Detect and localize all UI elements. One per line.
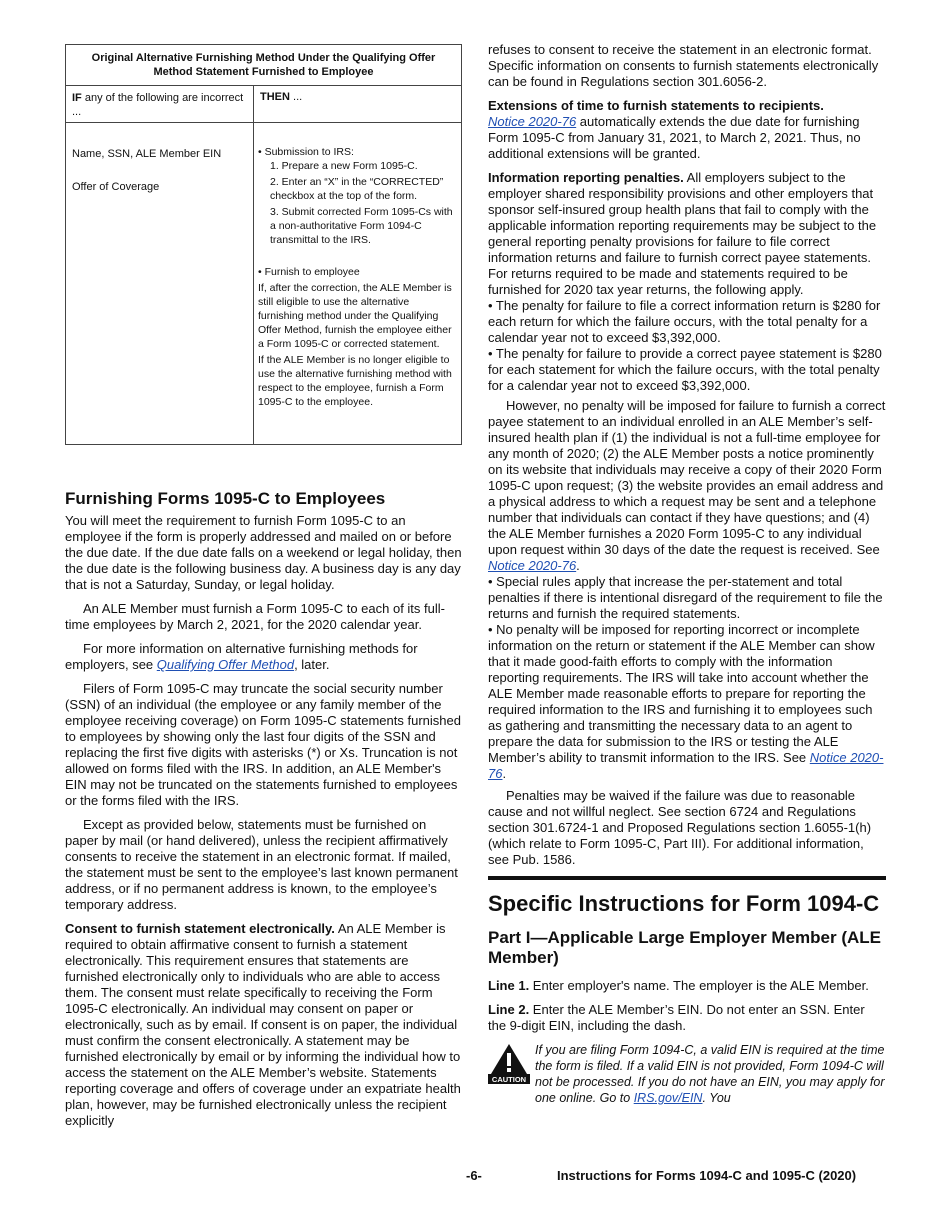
run-in-heading: Consent to furnish statement electronically. <box>65 921 335 936</box>
caution-label: CAUTION <box>491 1075 527 1084</box>
run-in-heading: Information reporting penalties. <box>488 170 684 185</box>
paragraph: An ALE Member must furnish a Form 1095-C to each of its full-time employees by March 2, 2021, for the 2020 calendar year. <box>65 601 445 632</box>
notice-2020-76-link[interactable]: Notice 2020-76 <box>488 558 577 573</box>
paragraph: Extensions of time to furnish statements to recipients. Notice 2020-76 automatically extends the due date for furnishing Form 1095-C from January 31, 2021, to March 2, 2021. Thus, no additional extensions will be granted. <box>488 98 861 161</box>
table-header-row <box>66 86 461 123</box>
submission-step: 1. Prepare a new Form 1095-C. <box>270 160 418 172</box>
table-title: Original Alternative Furnishing Method Under the Qualifying Offer Method Statement Furnished to Employee <box>66 45 461 86</box>
caution-note <box>488 1042 886 1106</box>
table-if-cell <box>66 123 254 444</box>
submission-step: 2. Enter an “X” in the “CORRECTED” checkbox at the top of the form. <box>270 176 444 202</box>
furnish-paragraph: If, after the correction, the ALE Member is still eligible to use the alternative furnishing method under the Qualifying Offer Method, furnish the employee either a Form 1095-C or corrected statement. <box>258 282 452 350</box>
right-column <box>488 42 886 1106</box>
paragraph: Information reporting penalties. All employers subject to the employer shared responsibility provisions and other employers that sponsor self-insured group health plans that fail to comply with the applicable information reporting requirements may be subject to the general reporting penalty provisions for failure to file correct information returns and failure to furnish correct payee statements. For returns required to be made and statements required to be furnished for 2020 tax year returns, the following apply. <box>488 170 877 297</box>
paragraph: Line 1. Enter employer's name. The employer is the ALE Member. <box>488 978 869 993</box>
notice-2020-76-link[interactable]: Notice 2020-76 <box>488 750 884 781</box>
table-header-then: THEN ... <box>260 91 303 103</box>
submission-step: 3. Submit corrected Form 1095-Cs with a non-authoritative Form 1094-C transmittal to the IRS. <box>270 206 453 246</box>
bullet-item: • The penalty for failure to file a correct information return is $280 for each return for which the failure occurs, with the total penalty for a calendar year not to exceed $3,392,000. <box>488 298 881 345</box>
paragraph: However, no penalty will be imposed for failure to furnish a correct payee statement to an individual enrolled in an ALE Member’s self-insured health plan if (1) the individual is not a full-time employee for any month of 2020; (2) the ALE Member posts a notice prominently on its website that individuals may receive a copy of their 2020 Form 1095-C upon request; (3) the website provides an email address and a physical address to which a request may be sent and a telephone number that individuals can contact if they have questions; and (4) the ALE Member furnishes a 2020 Form 1095-C to any individual upon request within 30 days of the date the request is received. See Notice 2020-76. <box>488 398 886 573</box>
irs-ein-link[interactable]: IRS.gov/EIN <box>633 1091 703 1105</box>
qualifying-offer-method-link[interactable]: Qualifying Offer Method <box>156 657 295 672</box>
table-then-cell <box>254 123 461 444</box>
notice-2020-76-link[interactable]: Notice 2020-76 <box>488 114 577 129</box>
bullet-item: • The penalty for failure to provide a correct payee statement is $280 for each statement for which the failure occurs, with the total penalty for a calendar year not to exceed $3,392,000. <box>488 346 882 393</box>
caution-icon <box>488 1042 530 1084</box>
paragraph: Consent to furnish statement electronically. An ALE Member is required to obtain affirmative consent to furnish a statement electronically. This requirement ensures that statements are furnished electronically only to individuals who are able to access them. The consent must relate specifically to receiving the Form 1095-C electronically. An individual may consent on paper or electronically, such as by email. If consent is on paper, the individual must confirm the consent electronically. A statement may be furnished electronically by email or by informing the individual how to access the statement on the ALE Member’s website. Statements reporting coverage and offers of coverage under an expatriate health plan, however, may be furnished electronically unless the recipient explicitly <box>65 921 461 1128</box>
bullet-item: • No penalty will be imposed for reporting incorrect or incomplete information on the return or statement if the ALE Member can show that it made good-faith efforts to comply with the information reporting requirements. The IRS will take into account whether the ALE Member made reasonable efforts to prepare for reporting the required information to the IRS and furnishing it to employees such as gathering and transmitting the necessary data to an agent to prepare the data for submission to the IRS or testing the ALE Member’s ability to transmit information to the IRS. See Notice 2020-76. <box>488 622 884 781</box>
paragraph: Filers of Form 1095-C may truncate the social security number (SSN) of an individual (the employee or any family member of the employee receiving coverage) on Form 1095-C statements furnished to employees by showing only the last four digits of the SSN and replacing the first five digits with asterisks (*) or Xs. Truncation is not allowed on forms filed with the IRS. In addition, an ALE Member's EIN may not be truncated on the statements furnished to employees or the forms filed with the IRS. <box>65 681 461 808</box>
paragraph: Line 2. Enter the ALE Member’s EIN. Do not enter an SSN. Enter the 9-digit EIN, including the dash. <box>488 1002 865 1033</box>
furnish-paragraph: If the ALE Member is no longer eligible to use the alternative furnishing method with respect to the employee, furnish a Form 1095-C to the employee. <box>258 354 452 408</box>
footer-title: Instructions for Forms 1094-C and 1095-C (2020) <box>557 1168 857 1183</box>
submission-heading: • Submission to IRS: <box>258 146 354 158</box>
run-in-heading: Extensions of time to furnish statements to recipients. <box>488 98 824 113</box>
section-heading-specific-instructions: Specific Instructions for Form 1094-C <box>488 891 880 916</box>
caution-text: If you are filing Form 1094-C, a valid EIN is required at the time the form is filed. If a valid EIN is not provided, Form 1094-C will not be processed. If you do not have an EIN, you may apply for one online. Go to IRS.gov/EIN. You <box>535 1043 885 1105</box>
furnish-heading: • Furnish to employee <box>258 266 360 278</box>
paragraph: For more information on alternative furnishing methods for employers, see Qualifying Offer Method, later. <box>65 641 418 672</box>
paragraph: Except as provided below, statements must be furnished on paper by mail (or hand delivered), unless the recipient affirmatively consents to receive the statement in an electronic format. If mailed, the statement must be sent to the employee’s last known permanent address, or if no permanent address is known, to the employee’s temporary address. <box>65 817 458 912</box>
table-header-if: IF any of the following are incorrect ... <box>66 86 254 122</box>
paragraph: refuses to consent to receive the statement in an electronic format. Specific information on consents to furnish statements electronically can be found in Regulations section 301.6056-2. <box>488 42 879 89</box>
paragraph: You will meet the requirement to furnish Form 1095-C to an employee if the form is properly addressed and mailed on or before the due date. If the due date falls on a weekend or legal holiday, then the due date is the following business day. A business day is any day that is not a Saturday, Sunday, or legal holiday. <box>65 513 462 592</box>
left-column <box>65 44 462 1137</box>
page-number: -6- <box>466 1168 482 1183</box>
subsection-heading-part-i: Part I—Applicable Large Employer Member (ALE Member) <box>488 928 881 967</box>
section-heading-furnishing: Furnishing Forms 1095-C to Employees <box>65 489 386 508</box>
table-body-row <box>66 123 461 444</box>
row-label-offer-of-coverage: Offer of Coverage <box>72 181 160 193</box>
row-label-name-ssn-ein: Name, SSN, ALE Member EIN <box>72 148 222 160</box>
bullet-item: • Special rules apply that increase the per-statement and total penalties if there is intentional disregard of the requirement to file the returns and furnish the required statements. <box>488 574 883 621</box>
paragraph: Penalties may be waived if the failure was due to reasonable cause and not willful neglect. See section 6724 and Regulations section 301.6724-1 and Proposed Regulations section 1.6055-1(h) (which relate to Form 1095-C, Part III). For additional information, see Pub. 1586. <box>488 788 872 867</box>
corrections-table <box>65 44 462 445</box>
section-rule <box>488 876 886 880</box>
